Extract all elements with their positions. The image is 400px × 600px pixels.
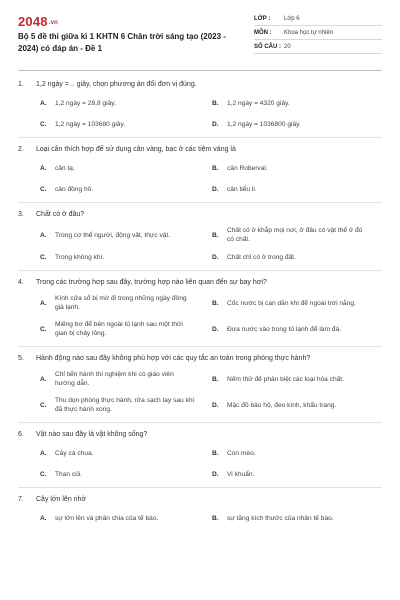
option-letter: C. [40,401,47,409]
exam-title: Bộ 5 đề thi giữa kì 1 KHTN 6 Chân trời sáng tạo (2023 - 2024) có đáp án - Đề 1 [18,32,226,53]
question-number: 2. [18,146,24,153]
option-b[interactable] [212,514,384,523]
option-text: Miếng bơ để bên ngoài tủ lạnh sau một thời gian bị chảy lỏng. [55,321,183,337]
option-letter: D. [212,401,219,409]
question-stem: Loại cân thích hợp để sử dụng cân vàng, bạc ở các tiệm vàng là [36,146,236,153]
option-c[interactable] [40,320,212,338]
option-a[interactable] [40,294,212,312]
option-letter: D. [212,254,219,261]
question-4 [0,271,400,338]
option-letter: A. [40,165,47,172]
option-b[interactable] [212,226,384,244]
info-row-count [254,40,382,54]
options [40,164,382,194]
option-a[interactable] [40,99,212,108]
option-d[interactable] [212,120,384,129]
header-divider [18,70,382,71]
option-letter: A. [40,100,47,107]
option-letter: B. [212,100,219,107]
option-text: Cốc nước bị cạn dần khi để ngoài trời nắng. [227,299,356,307]
option-text: Đưa nước vào trong tủ lạnh để làm đá. [227,325,341,333]
question-stem: 1,2 ngày = .. giây, chọn phương án đổi đơn vị đúng. [36,81,197,88]
options [40,226,382,262]
question-number: 7. [18,496,24,503]
question-6 [0,423,400,479]
option-text: Mặc đồ bảo hộ, đeo kính, khẩu trang. [227,401,337,409]
option-letter: C. [40,186,47,193]
logo-main: 2048 [18,14,48,29]
option-c[interactable] [40,253,212,262]
question-2 [0,138,400,194]
site-logo[interactable] [18,14,58,29]
option-text: sự lớn lên và phân chia của tế bào. [55,515,159,522]
option-text: Vi khuẩn. [227,471,255,478]
option-d[interactable] [212,470,384,479]
question-5 [0,347,400,414]
option-letter: B. [212,515,219,522]
option-b[interactable] [212,294,384,312]
question-number: 4. [18,279,24,286]
question-stem: Cây lớn lên nhờ [36,496,87,503]
option-b[interactable] [212,99,384,108]
option-d[interactable] [212,396,384,414]
question-number: 5. [18,355,24,362]
option-text: Chất chỉ có ở trong đất. [227,254,296,261]
option-letter: C. [40,471,47,478]
option-letter: C. [40,325,47,333]
option-letter: A. [40,299,47,307]
option-letter: C. [40,254,47,261]
option-text: Thu dọn phòng thực hành, rửa sạch tay sau khi đã thực hành xong. [55,397,194,413]
options [40,449,382,479]
info-label: SỐ CÂU : [254,43,281,50]
option-text: Than củi. [55,471,83,478]
option-text: cân tạ. [55,165,75,172]
option-text: sự tăng kích thước của nhân tế bào. [227,515,334,522]
question-3 [0,203,400,262]
option-d[interactable] [212,320,384,338]
option-c[interactable] [40,120,212,129]
option-text: Kính cửa sổ bị mờ đi trong những ngày đông giá lạnh. [55,295,187,311]
header [0,0,400,70]
option-letter: D. [212,121,219,128]
option-letter: D. [212,186,219,193]
option-letter: B. [212,165,219,172]
option-c[interactable] [40,396,212,414]
option-a[interactable] [40,226,212,244]
option-a[interactable] [40,449,212,458]
option-b[interactable] [212,449,384,458]
option-text: Trong cơ thể người, động vật, thực vật. [55,231,171,239]
option-letter: B. [212,375,219,383]
question-1 [0,74,400,129]
question-text [18,354,382,364]
option-text: cân Roberval. [227,165,268,172]
question-text [18,430,382,440]
option-text: Cây cà chua. [55,450,94,457]
question-number: 3. [18,211,24,218]
question-text [18,80,382,90]
info-value: 20 [284,43,291,50]
option-letter: D. [212,471,219,478]
option-text: 1,2 ngày = 1036800 giây. [227,121,301,128]
option-text: Chỉ tiến hành thí nghiệm khi có giáo viên hướng dẫn. [55,371,174,387]
question-text [18,210,382,220]
info-row-class [254,12,382,26]
option-text: Chất có ở khắp mọi nơi, ở đâu có vật thể ở đó có chất. [227,227,363,243]
info-label: LỚP : [254,15,271,22]
option-text: 1,2 ngày = 4320 giây. [227,100,290,107]
logo-sub: .vn [48,19,59,26]
question-number: 6. [18,431,24,438]
options [40,514,382,523]
info-row-subject [254,26,382,40]
question-stem: Trong các trường hợp sau đây, trường hợp nào liên quan đến sự bay hơi? [36,279,267,286]
question-stem: Vật nào sau đây là vật không sống? [36,431,148,438]
option-a[interactable] [40,164,212,173]
option-a[interactable] [40,370,212,388]
option-letter: A. [40,515,47,522]
info-label: MÔN : [254,29,272,36]
options [40,294,382,338]
question-7 [0,488,400,523]
option-a[interactable] [40,514,212,523]
option-letter: D. [212,325,219,333]
option-letter: C. [40,121,47,128]
question-text [18,495,382,505]
question-number: 1. [18,81,24,88]
option-text: cân tiểu li. [227,186,257,193]
question-stem: Hành động nào sau đây không phù hợp với các quy tắc an toàn trong phòng thực hành? [36,355,311,362]
option-text: Nếm thử để phân biệt các loại hóa chất. [227,375,344,383]
option-d[interactable] [212,185,384,194]
option-text: Trong không khí. [55,254,105,261]
option-letter: B. [212,231,219,239]
option-letter: A. [40,375,47,383]
option-c[interactable] [40,185,212,194]
option-letter: A. [40,450,47,457]
option-d[interactable] [212,253,384,262]
exam-info [254,12,382,54]
question-text [18,278,382,288]
option-letter: B. [212,299,219,307]
question-text [18,145,382,155]
options [40,99,382,129]
options [40,370,382,414]
option-c[interactable] [40,470,212,479]
option-text: 1,2 ngày = 28,8 giây. [55,100,116,107]
option-letter: B. [212,450,219,457]
option-b[interactable] [212,164,384,173]
info-value: Lớp 6 [284,15,300,22]
option-text: 1,2 ngày = 103680 giây. [55,121,126,128]
option-text: cân đồng hồ. [55,186,94,193]
question-stem: Chất có ở đâu? [36,211,85,218]
question-list [0,74,400,523]
info-value: Khoa học tự nhiên [284,29,334,36]
option-text: Con mèo. [227,450,256,457]
option-letter: A. [40,231,47,239]
option-b[interactable] [212,370,384,388]
